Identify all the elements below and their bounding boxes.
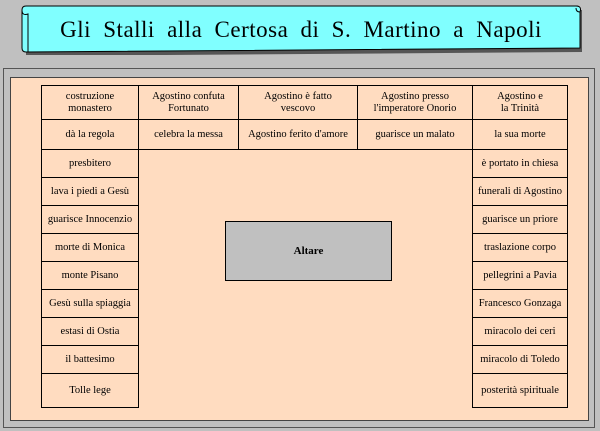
stall-top-2-1: dà la regola xyxy=(41,119,139,150)
stall-top-2-5: la sua morte xyxy=(472,119,568,150)
stall-left-1: presbitero xyxy=(41,149,139,178)
stall-right-1: è portato in chiesa xyxy=(472,149,568,178)
stall-left-4: morte di Monica xyxy=(41,233,139,262)
stall-right-3: guarisce un priore xyxy=(472,205,568,234)
stall-left-7: estasi di Ostia xyxy=(41,317,139,346)
stall-left-9: Tolle lege xyxy=(41,373,139,408)
title-banner xyxy=(20,4,582,55)
stall-left-2: lava i piedi a Gesù xyxy=(41,177,139,206)
stall-top-2-3: Agostino ferito d'amore xyxy=(238,119,358,150)
stall-right-8: miracolo di Toledo xyxy=(472,345,568,374)
stall-top-2-2: celebra la messa xyxy=(138,119,239,150)
stall-left-5: monte Pisano xyxy=(41,261,139,290)
stall-right-7: miracolo dei ceri xyxy=(472,317,568,346)
page-title: Gli Stalli alla Certosa di S. Martino a Napoli xyxy=(60,16,542,42)
stall-top-1-4: Agostino presso l'imperatore Onorio xyxy=(357,85,473,120)
stall-right-6: Francesco Gonzaga xyxy=(472,289,568,318)
stall-left-6: Gesù sulla spiaggia xyxy=(41,289,139,318)
stall-left-3: guarisce Innocenzio xyxy=(41,205,139,234)
stall-top-1-1: costruzione monastero xyxy=(41,85,139,120)
stall-left-8: il battesimo xyxy=(41,345,139,374)
stall-right-9: posterità spirituale xyxy=(472,373,568,408)
stall-top-2-4: guarisce un malato xyxy=(357,119,473,150)
stall-top-1-5: Agostino e la Trinità xyxy=(472,85,568,120)
altar-box: Altare xyxy=(225,221,392,281)
stall-top-1-2: Agostino confuta Fortunato xyxy=(138,85,239,120)
stall-right-4: traslazione corpo xyxy=(472,233,568,262)
stall-top-1-3: Agostino è fatto vescovo xyxy=(238,85,358,120)
stall-right-2: funerali di Agostino xyxy=(472,177,568,206)
stall-right-5: pellegrini a Pavia xyxy=(472,261,568,290)
